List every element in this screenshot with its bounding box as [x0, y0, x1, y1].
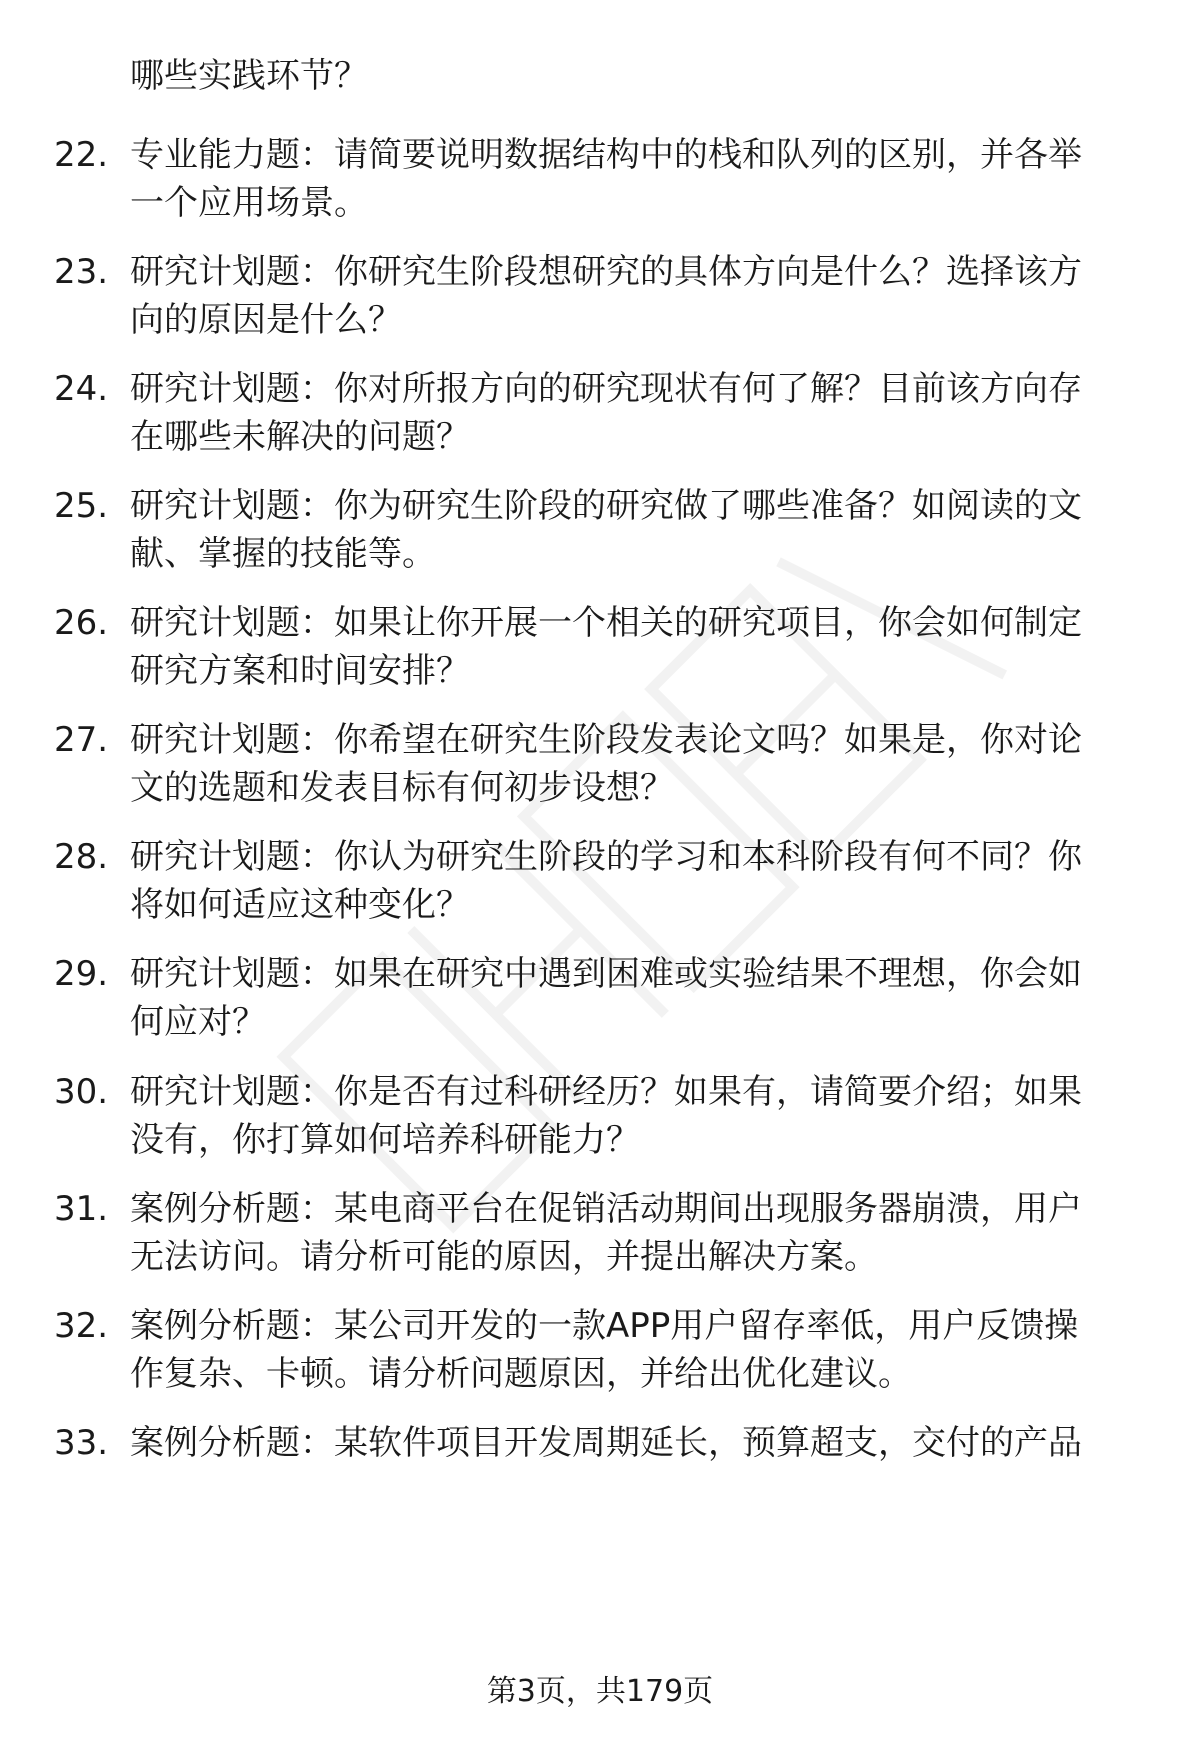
question-text-line: 研究计划题：你希望在研究生阶段发表论文吗？如果是，你对论	[130, 720, 1082, 760]
question-text-line: 没有，你打算如何培养科研能力？	[130, 1120, 640, 1160]
question-item	[0, 716, 1200, 816]
question-number: 30.	[54, 1072, 109, 1112]
question-item	[0, 1419, 1200, 1519]
question-text-line: 一个应用场景。	[130, 183, 368, 223]
question-number: 27.	[54, 720, 109, 760]
question-text-line: 研究计划题：你为研究生阶段的研究做了哪些准备？如阅读的文	[130, 486, 1082, 526]
question-text-line: 研究计划题：如果让你开展一个相关的研究项目，你会如何制定	[130, 603, 1082, 643]
question-text-line: 研究计划题：你对所报方向的研究现状有何了解？目前该方向存	[130, 369, 1082, 409]
continuation-text: 哪些实践环节？	[130, 56, 368, 96]
question-number: 31.	[54, 1189, 109, 1229]
question-text-line: 研究计划题：你研究生阶段想研究的具体方向是什么？选择该方	[130, 252, 1082, 292]
question-number: 32.	[54, 1306, 109, 1346]
question-text-line: 向的原因是什么？	[130, 300, 402, 340]
question-text-line: 献、掌握的技能等。	[130, 534, 436, 574]
question-item	[0, 131, 1200, 231]
question-item	[0, 599, 1200, 699]
question-text-line: 研究计划题：你认为研究生阶段的学习和本科阶段有何不同？你	[130, 837, 1082, 877]
question-number: 23.	[54, 252, 109, 292]
question-text-line: 专业能力题：请简要说明数据结构中的栈和队列的区别，并各举	[130, 135, 1082, 175]
question-item	[0, 950, 1200, 1050]
question-item	[0, 1302, 1200, 1402]
question-number: 22.	[54, 135, 109, 175]
question-text-line: 在哪些未解决的问题？	[130, 417, 470, 457]
question-number: 29.	[54, 954, 109, 994]
question-number: 28.	[54, 837, 109, 877]
question-number: 25.	[54, 486, 109, 526]
question-text-line: 作复杂、卡顿。请分析问题原因，并给出优化建议。	[130, 1354, 912, 1394]
question-text-line: 研究计划题：你是否有过科研经历？如果有，请简要介绍；如果	[130, 1072, 1082, 1112]
question-item	[0, 248, 1200, 348]
question-number: 33.	[54, 1423, 109, 1463]
page-footer: 第3页，共179页	[486, 1674, 714, 1709]
question-text-line: 研究方案和时间安排？	[130, 651, 470, 691]
question-text-line: 文的选题和发表目标有何初步设想？	[130, 768, 674, 808]
question-text-line: 案例分析题：某电商平台在促销活动期间出现服务器崩溃，用户	[130, 1189, 1082, 1229]
question-item	[0, 833, 1200, 933]
question-text-line: 研究计划题：如果在研究中遇到困难或实验结果不理想，你会如	[130, 954, 1082, 994]
question-item	[0, 482, 1200, 582]
question-text-line: 何应对？	[130, 1002, 266, 1042]
question-item	[0, 365, 1200, 465]
question-number: 24.	[54, 369, 109, 409]
question-text-line: 将如何适应这种变化？	[130, 885, 470, 925]
question-number: 26.	[54, 603, 109, 643]
question-item	[0, 1068, 1200, 1168]
question-text-line: 案例分析题：某公司开发的一款APP用户留存率低，用户反馈操	[130, 1306, 1079, 1346]
question-item	[0, 1185, 1200, 1285]
question-text-line: 案例分析题：某软件项目开发周期延长，预算超支，交付的产品	[130, 1423, 1082, 1463]
question-text-line: 无法访问。请分析可能的原因，并提出解决方案。	[130, 1237, 878, 1277]
